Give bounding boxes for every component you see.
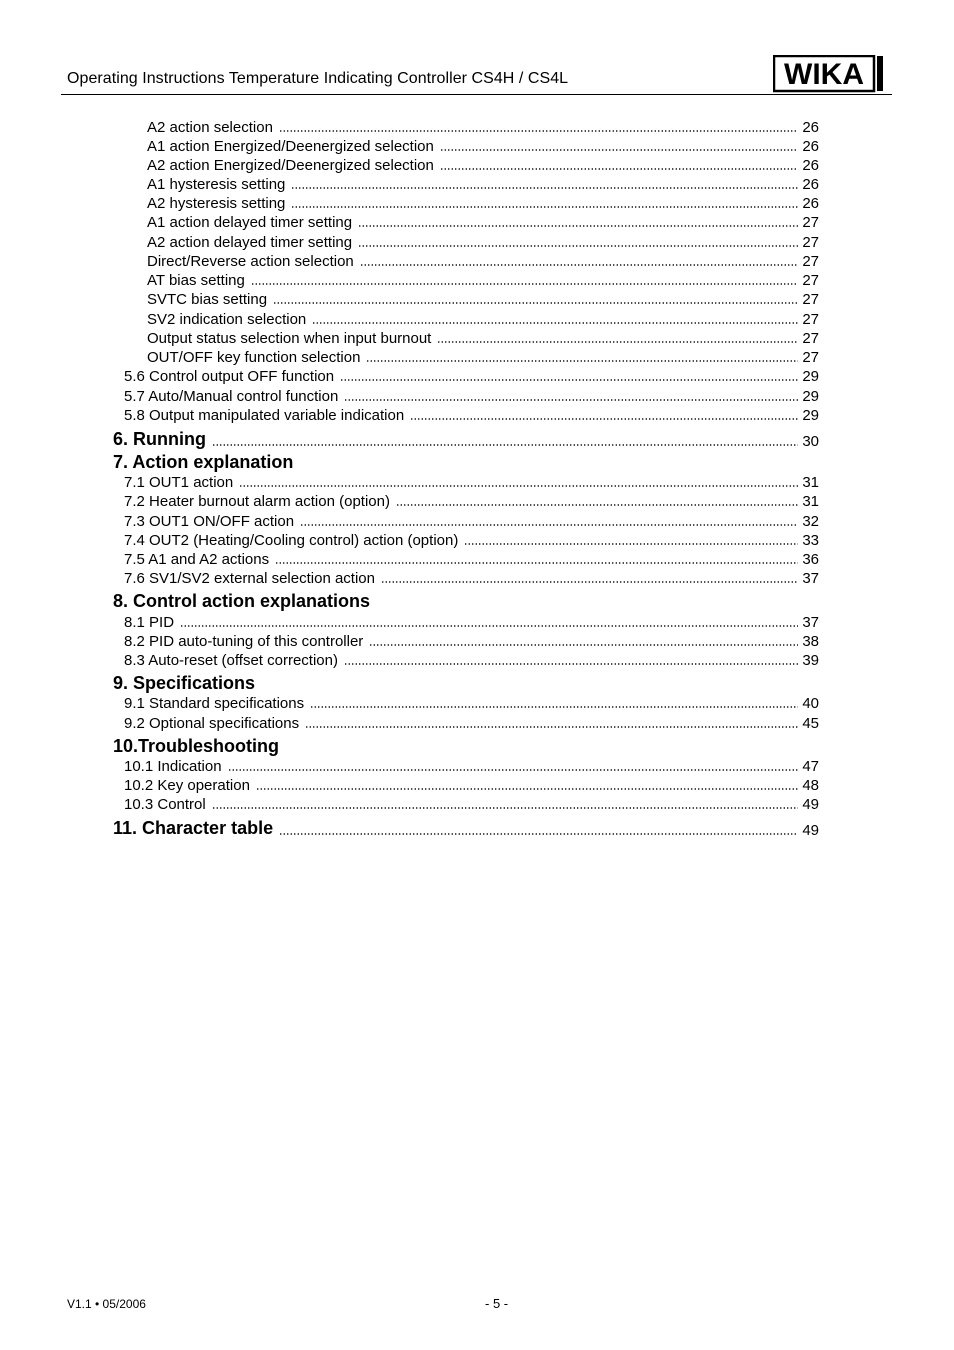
toc-entry-label: A2 hysteresis setting bbox=[147, 195, 286, 212]
toc-entry-label: AT bias setting bbox=[147, 272, 245, 289]
toc-entry-page: 29 bbox=[802, 407, 819, 424]
dot-leader bbox=[310, 706, 798, 708]
toc-section-label: 11. Character table bbox=[113, 818, 274, 838]
toc-entry-page: 47 bbox=[802, 758, 819, 775]
toc-section-label: 6. Running bbox=[113, 429, 206, 449]
dot-leader bbox=[279, 130, 798, 132]
toc-entry[interactable] bbox=[124, 491, 819, 510]
toc-entry[interactable] bbox=[124, 386, 819, 405]
toc-entry-label: A2 action selection bbox=[147, 119, 273, 136]
dot-leader bbox=[212, 807, 799, 809]
toc-entry-label: A1 hysteresis setting bbox=[147, 176, 286, 193]
dot-leader bbox=[344, 663, 798, 665]
toc-entry-label: 9.2 Optional specifications bbox=[124, 715, 300, 732]
toc-entry-label: 7.5 A1 and A2 actions bbox=[124, 551, 270, 568]
header-divider bbox=[61, 94, 892, 95]
toc-entry[interactable] bbox=[124, 794, 819, 813]
toc-entry-label: 7.1 OUT1 action bbox=[124, 474, 234, 491]
toc-entry-page: 27 bbox=[802, 253, 819, 270]
toc-entry[interactable] bbox=[124, 405, 819, 424]
dot-leader bbox=[410, 418, 798, 420]
toc-entry[interactable] bbox=[147, 270, 819, 289]
toc-entry[interactable] bbox=[147, 309, 819, 328]
dot-leader bbox=[340, 379, 798, 381]
dot-leader bbox=[275, 562, 798, 564]
toc-entry[interactable] bbox=[124, 568, 819, 587]
dot-leader bbox=[358, 225, 798, 227]
dot-leader bbox=[279, 833, 798, 835]
toc-entry[interactable] bbox=[147, 289, 819, 308]
toc-entry[interactable] bbox=[147, 193, 819, 212]
dot-leader bbox=[312, 322, 798, 324]
toc-section-heading[interactable]: 7. Action explanation bbox=[113, 452, 294, 472]
toc-entry-page: 31 bbox=[802, 493, 819, 510]
toc-entry-label: Direct/Reverse action selection bbox=[147, 253, 354, 270]
toc-entry-page: 33 bbox=[802, 532, 819, 549]
toc-entry-page: 27 bbox=[802, 214, 819, 231]
toc-entry[interactable] bbox=[124, 511, 819, 530]
toc-entry-label: 7.2 Heater burnout alarm action (option) bbox=[124, 493, 390, 510]
toc-entry-page: 45 bbox=[802, 715, 819, 732]
dot-leader bbox=[358, 245, 798, 247]
toc-entry-page: 38 bbox=[802, 633, 819, 650]
dot-leader bbox=[212, 444, 798, 446]
toc-entry[interactable] bbox=[147, 251, 819, 270]
dot-leader bbox=[344, 399, 798, 401]
dot-leader bbox=[360, 264, 799, 266]
dot-leader bbox=[180, 625, 798, 627]
toc-entry-label: A1 action delayed timer setting bbox=[147, 214, 353, 231]
toc-entry-page: 37 bbox=[802, 614, 819, 631]
toc-entry-label: A2 action delayed timer setting bbox=[147, 234, 353, 251]
dot-leader bbox=[464, 543, 798, 545]
dot-leader bbox=[381, 581, 798, 583]
toc-entry-label: 8.2 PID auto-tuning of this controller bbox=[124, 633, 364, 650]
toc-entry-page: 27 bbox=[802, 311, 819, 328]
dot-leader bbox=[305, 726, 798, 728]
toc-entry-label: OUT/OFF key function selection bbox=[147, 349, 361, 366]
dot-leader bbox=[273, 302, 798, 304]
toc-section-character-table[interactable] bbox=[113, 817, 819, 839]
dot-leader bbox=[291, 187, 798, 189]
toc-entry-page: 26 bbox=[802, 157, 819, 174]
dot-leader bbox=[440, 168, 798, 170]
toc-entry[interactable] bbox=[124, 366, 819, 385]
toc-entry[interactable] bbox=[147, 328, 819, 347]
toc-entry[interactable] bbox=[124, 650, 819, 669]
toc-entry-label: 7.4 OUT2 (Heating/Cooling control) action (option) bbox=[124, 532, 459, 549]
toc-entry[interactable] bbox=[124, 530, 819, 549]
toc-section-running[interactable] bbox=[113, 428, 819, 450]
toc-entry-page: 27 bbox=[802, 234, 819, 251]
toc-entry[interactable] bbox=[147, 347, 819, 366]
toc-section-heading[interactable]: 9. Specifications bbox=[113, 673, 256, 693]
logo-text: WIKA bbox=[784, 58, 864, 91]
dot-leader bbox=[256, 788, 798, 790]
toc-entry[interactable] bbox=[147, 212, 819, 231]
toc-entry[interactable] bbox=[124, 693, 819, 712]
toc-entry[interactable] bbox=[124, 549, 819, 568]
toc-entry[interactable] bbox=[124, 631, 819, 650]
toc-entry-label: 7.6 SV1/SV2 external selection action bbox=[124, 570, 375, 587]
toc-entry-page: 49 bbox=[802, 796, 819, 813]
toc-entry[interactable] bbox=[124, 612, 819, 631]
toc-entry-page: 27 bbox=[802, 330, 819, 347]
dot-leader bbox=[251, 283, 798, 285]
toc-entry-page: 36 bbox=[802, 551, 819, 568]
toc-entry[interactable] bbox=[124, 472, 819, 491]
toc-section-heading[interactable]: 8. Control action explanations bbox=[113, 591, 371, 611]
dot-leader bbox=[239, 485, 798, 487]
dot-leader bbox=[440, 149, 798, 151]
toc-entry-label: 10.3 Control bbox=[124, 796, 206, 813]
toc-entry[interactable] bbox=[147, 117, 819, 136]
toc-entry-label: 5.8 Output manipulated variable indication bbox=[124, 407, 405, 424]
toc-entry-label: A2 action Energized/Deenergized selection bbox=[147, 157, 434, 174]
toc-entry-page: 31 bbox=[802, 474, 819, 491]
dot-leader bbox=[396, 504, 798, 506]
version-date: V1.1 • 05/2006 bbox=[67, 1297, 146, 1311]
toc-entry-page: 32 bbox=[802, 513, 819, 530]
toc-entry-label: 7.3 OUT1 ON/OFF action bbox=[124, 513, 295, 530]
dot-leader bbox=[300, 524, 798, 526]
toc-entry-page: 27 bbox=[802, 272, 819, 289]
toc-entry-page: 29 bbox=[802, 388, 819, 405]
dot-leader bbox=[366, 360, 798, 362]
wika-logo bbox=[773, 55, 885, 93]
toc-entry-label: 8.3 Auto-reset (offset correction) bbox=[124, 652, 338, 669]
toc-section-heading[interactable]: 10.Troubleshooting bbox=[113, 736, 280, 756]
toc-entry-label: Output status selection when input burnout bbox=[147, 330, 432, 347]
document-title: Operating Instructions Temperature Indicating Controller CS4H / CS4L bbox=[67, 70, 569, 87]
toc-entry-label: 9.1 Standard specifications bbox=[124, 695, 305, 712]
toc-entry-label: 10.2 Key operation bbox=[124, 777, 250, 794]
toc-entry-page: 48 bbox=[802, 777, 819, 794]
dot-leader bbox=[291, 206, 798, 208]
toc-entry-label: SV2 indication selection bbox=[147, 311, 307, 328]
toc-entry[interactable] bbox=[147, 136, 819, 155]
toc-entry[interactable] bbox=[147, 232, 819, 251]
toc-entry-page: 39 bbox=[802, 652, 819, 669]
toc-entry-page: 26 bbox=[802, 176, 819, 193]
page-number: - 5 - bbox=[485, 1296, 509, 1311]
toc-entry-label: SVTC bias setting bbox=[147, 291, 268, 308]
dot-leader bbox=[437, 341, 798, 343]
toc-entry-page: 26 bbox=[802, 195, 819, 212]
toc-entry[interactable] bbox=[124, 756, 819, 775]
toc-entry-page: 37 bbox=[802, 570, 819, 587]
toc-entry-label: 10.1 Indication bbox=[124, 758, 222, 775]
toc-entry-page: 26 bbox=[802, 119, 819, 136]
toc-entry-page: 30 bbox=[802, 433, 819, 450]
dot-leader bbox=[369, 644, 798, 646]
toc-entry-page: 27 bbox=[802, 291, 819, 308]
toc-entry-label: A1 action Energized/Deenergized selection bbox=[147, 138, 434, 155]
toc-entry[interactable] bbox=[147, 155, 819, 174]
toc-entry[interactable] bbox=[124, 775, 819, 794]
toc-entry-page: 27 bbox=[802, 349, 819, 366]
toc-entry[interactable] bbox=[124, 713, 819, 732]
toc-entry-label: 5.7 Auto/Manual control function bbox=[124, 388, 339, 405]
toc-entry-page: 29 bbox=[802, 368, 819, 385]
toc-entry[interactable] bbox=[147, 174, 819, 193]
toc-entry-page: 26 bbox=[802, 138, 819, 155]
toc-entry-label: 5.6 Control output OFF function bbox=[124, 368, 335, 385]
toc-entry-page: 40 bbox=[802, 695, 819, 712]
dot-leader bbox=[228, 769, 799, 771]
toc-entry-label: 8.1 PID bbox=[124, 614, 175, 631]
toc-entry-page: 49 bbox=[802, 822, 819, 839]
